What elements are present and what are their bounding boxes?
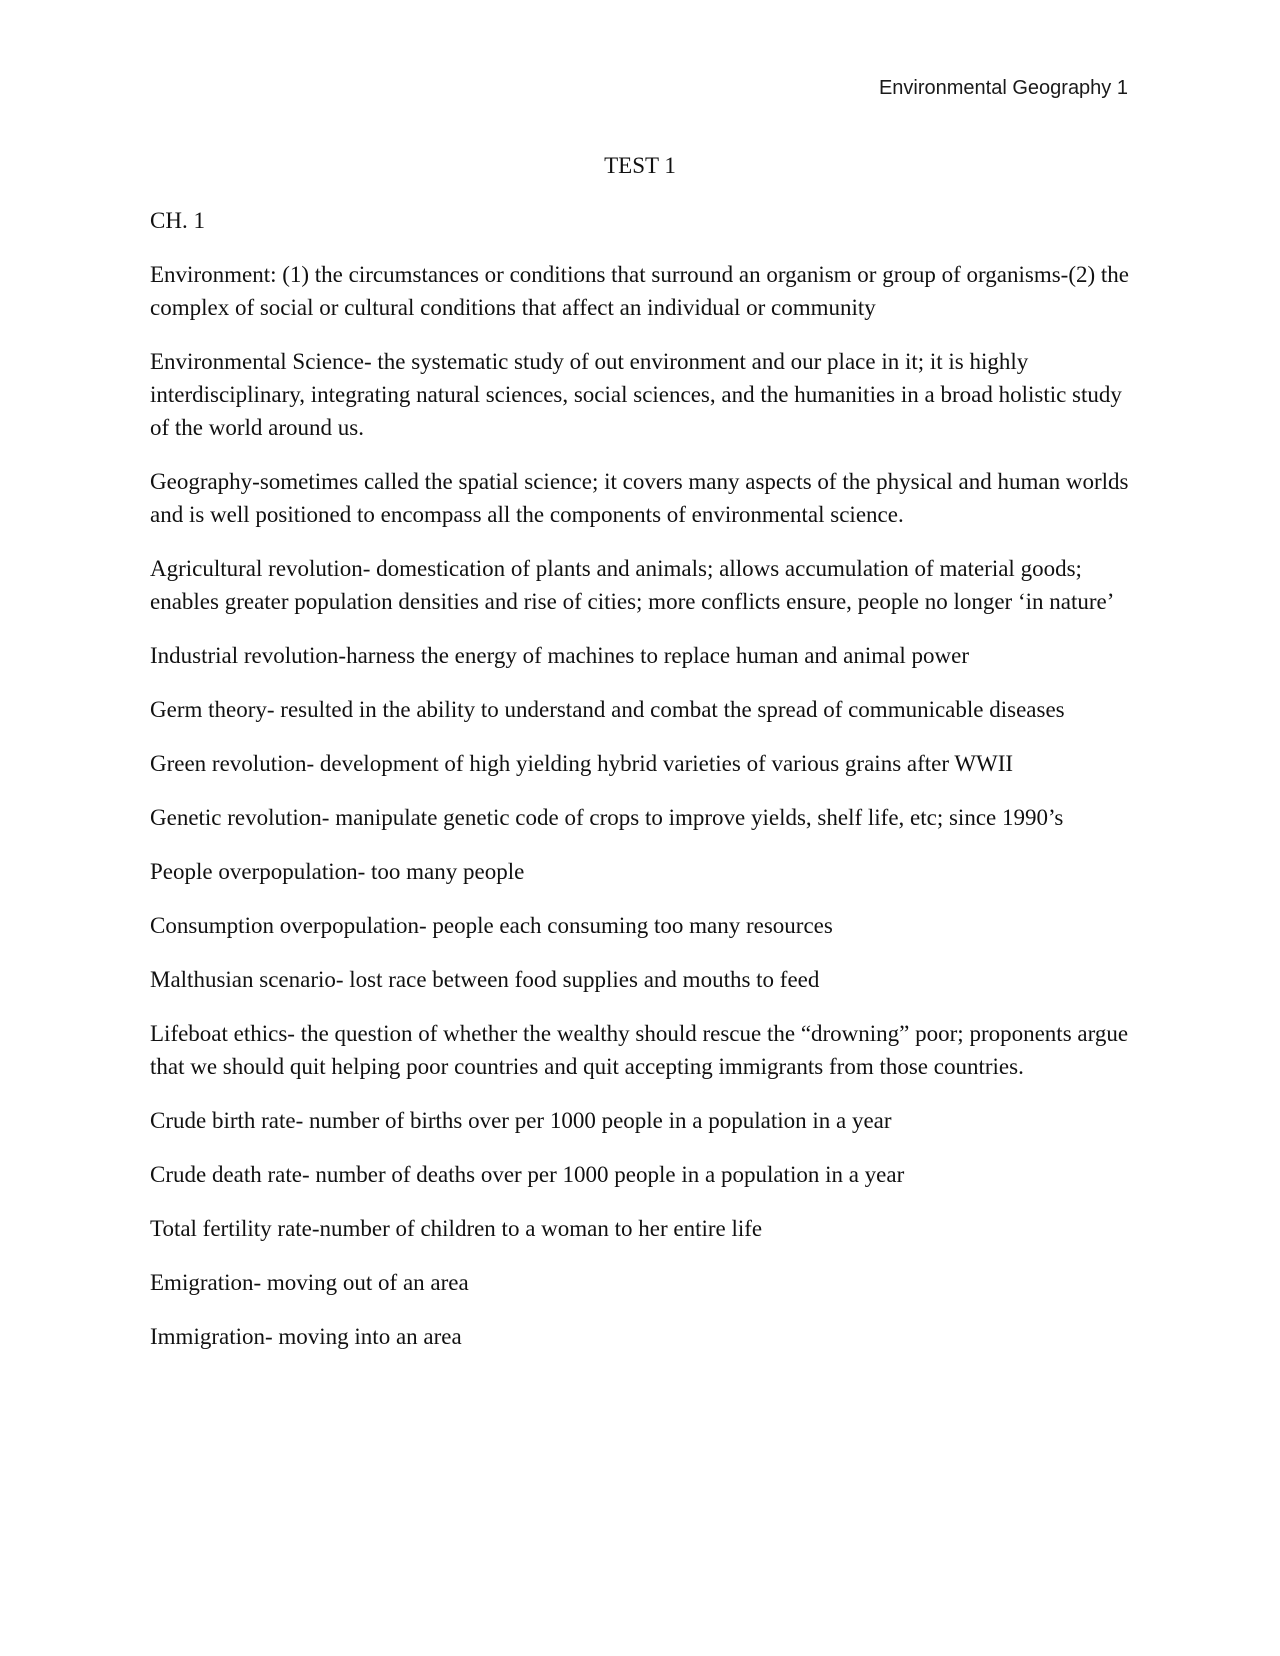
definition-paragraph: Agricultural revolution- domestication of plants and animals; allows accumulation of material goods; enables greater population densities and rise of cities; more conflicts ensure, people no longer ‘in nature’	[150, 556, 1115, 614]
definition-paragraph: Geography-sometimes called the spatial science; it covers many aspects of the physical and human worlds and is well positioned to encompass all the components of environmental science.	[150, 469, 1129, 527]
definition-paragraph: Immigration- moving into an area	[150, 1324, 462, 1349]
definition-paragraph: Environment: (1) the circumstances or conditions that surround an organism or group of organisms-(2) the complex of social or cultural conditions that affect an individual or community	[150, 262, 1129, 320]
definition-paragraph: Green revolution- development of high yielding hybrid varieties of various grains after WWII	[150, 751, 1014, 776]
definition-paragraph: Germ theory- resulted in the ability to understand and combat the spread of communicable diseases	[150, 697, 1065, 722]
definition-paragraph: Environmental Science- the systematic study of out environment and our place in it; it is highly interdisciplinary, integrating natural sciences, social sciences, and the humanities in a broad holistic study of the world around us.	[150, 349, 1122, 440]
chapter-heading: CH. 1	[150, 208, 205, 233]
definition-paragraph: Malthusian scenario- lost race between food supplies and mouths to feed	[150, 967, 820, 992]
definition-paragraph: Genetic revolution- manipulate genetic code of crops to improve yields, shelf life, etc; since 1990’s	[150, 805, 1064, 830]
definition-paragraph: Emigration- moving out of an area	[150, 1270, 469, 1295]
definition-paragraph: Consumption overpopulation- people each consuming too many resources	[150, 913, 833, 938]
definition-paragraph: Crude death rate- number of deaths over per 1000 people in a population in a year	[150, 1162, 905, 1187]
definition-paragraph: Industrial revolution-harness the energy of machines to replace human and animal power	[150, 643, 969, 668]
definition-paragraph: Lifeboat ethics- the question of whether the wealthy should rescue the “drowning” poor; proponents argue that we should quit helping poor countries and quit accepting immigrants from those countries.	[150, 1021, 1129, 1079]
definition-paragraph: People overpopulation- too many people	[150, 859, 525, 884]
page-title: TEST 1	[604, 153, 676, 178]
definition-paragraph: Total fertility rate-number of children to a woman to her entire life	[150, 1216, 763, 1241]
running-head: Environmental Geography 1	[878, 77, 1128, 99]
document-body	[150, 204, 1130, 1374]
definition-paragraph: Crude birth rate- number of births over per 1000 people in a population in a year	[150, 1108, 892, 1133]
